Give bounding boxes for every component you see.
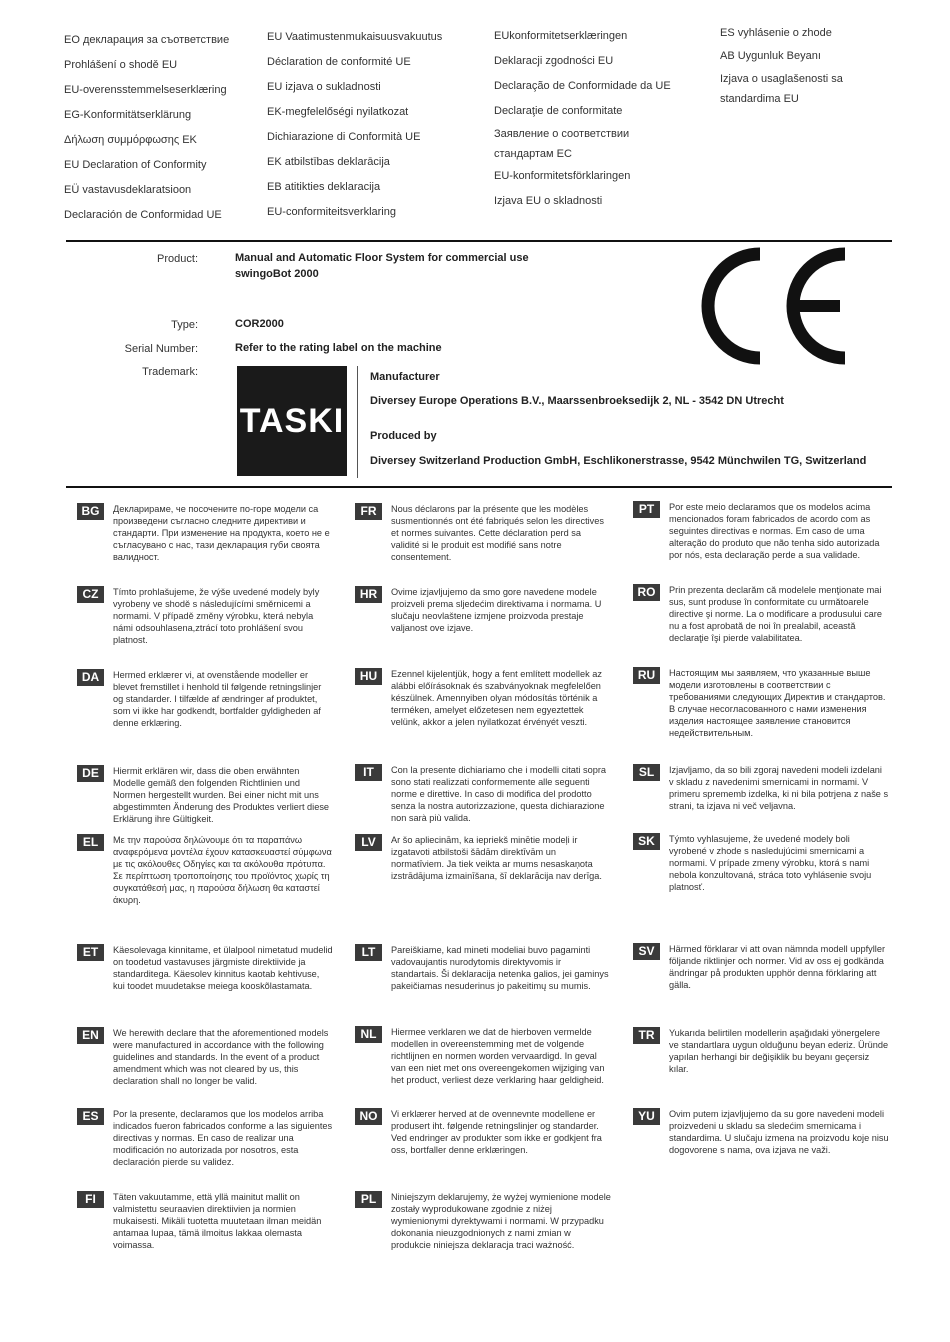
declaration-text: Pareiškiame, kad mineti modeliai buvo pagaminti vadovaujantis nurodytomis direktyvomis ir standartais. Ši deklaracija netenka galios, jei gaminys pakeičiamas nesuderinus jo pakeitimų su mumis.: [391, 945, 609, 991]
title-line: Prohlášení o shodě EU: [64, 59, 178, 71]
type-label: Type:: [171, 319, 198, 331]
declaration-text: Yukarıda belirtilen modellerin aşağıdaki yönergelere ve standartlara uygun olduğunu beyan ederiz. Üründe yapılan herhangi bir değişiklik bu beyanı geçersiz kılar.: [669, 1028, 889, 1074]
title-line: Заявление о соответствии: [494, 128, 630, 140]
language-code: LV: [355, 834, 382, 851]
declaration-text: Hiermee verklaren we dat de hierboven vermelde modellen in overeenstemming met de volgende richtlijnen en normen worden vervaardigd. In geval van een niet met ons overeengekomen wijziging van het product, verliest deze verklaring haar geldigheid.: [391, 1027, 605, 1085]
language-code: RU: [633, 667, 660, 684]
declaration-text: Hiermit erklären wir, dass die oben erwähnten Modelle gemäß den folgenden Richtlinien und Normen hergestellt wurden. Bei einer nicht mit uns abgestimmten Änderung des Produktes verliert diese Erklärung ihre Gültigkeit.: [113, 766, 330, 824]
manufacturer-label: Manufacturer: [370, 371, 440, 383]
title-line: Declaraţie de conformitate: [494, 105, 623, 117]
title-line: AB Uygunluk Beyanı: [720, 50, 821, 62]
logo-text: TASKI: [239, 401, 345, 440]
ce-mark-icon: [690, 246, 855, 366]
title-line: Izjava o usaglašenosti sa: [720, 73, 843, 85]
declaration-text: Por este meio declaramos que os modelos acima mencionados foram fabricados de acordo com as seguintes directivas e normas. Em caso de uma alteração do produto que não tenha sido autorizada por nós, esta declaração perde a sua validade.: [669, 502, 880, 560]
declaration-text: Με την παρούσα δηλώνουμε ότι τα παραπάνω αναφερόμενα μοντέλα έχουν κατασκευαστεί σύμφωνα με τις ακόλουθες Οδηγίες και τα ακόλουθα πρότυπα. Σε περίπτωση τροποποίησης του προϊόντος χωρίς τη συγκατάθεσή μας, η παρούσα δήλωση θα καταστεί άκυρη.: [113, 835, 332, 905]
trademark-label: Trademark:: [142, 366, 198, 378]
language-code: PT: [633, 501, 660, 518]
title-line: Δήλωση συμμόρφωσης ΕΚ: [64, 134, 197, 146]
language-code: SK: [633, 833, 660, 850]
title-line: Declaración de Conformidad UE: [64, 209, 222, 221]
declaration-text: We herewith declare that the aforementioned models were manufactured in accordance with the following guidelines and standards. In the event of a product amendment which was not cleared by us, this declaration shall no longer be valid.: [113, 1028, 329, 1086]
type-value: COR2000: [235, 318, 284, 330]
declaration-text: Настоящим мы заявляем, что указанные выше модели изготовлены в соответствии с требованиями следующих Директив и стандартов. В случае несогласованного с нами изменения изделия настоящее заявление становится недействительным.: [669, 668, 886, 738]
manufacturer-value: Diversey Europe Operations B.V., Maarssenbroeksedijk 2, NL - 3542 DN Utrecht: [370, 395, 784, 407]
title-line: Izjava EU o skladnosti: [494, 195, 603, 207]
declaration-text: Täten vakuutamme, että yllä mainitut mallit on valmistettu seuraavien direktiivien ja normien mukaisesti. Mikäli tuotetta muutetaan ilman meidän antamaa lupaa, tämä ilmoitus lakkaa olemasta voimassa.: [113, 1192, 322, 1250]
taski-logo: [237, 366, 347, 476]
language-code: TR: [633, 1027, 660, 1044]
language-code: ET: [77, 944, 104, 961]
title-line: EU Declaration of Conformity: [64, 159, 207, 171]
title-line: EÜ vastavusdeklaratsioon: [64, 184, 192, 196]
title-line: Deklaracji zgodności EU: [494, 55, 614, 67]
language-code: HR: [355, 586, 382, 603]
title-line: ES vyhlásenie o zhode: [720, 27, 832, 39]
titles-col-3: [494, 24, 671, 214]
declaration-text: Prin prezenta declarăm că modelele menţionate mai sus, sunt produse în conformitate cu următoarele directive şi norme. La o modificare a produsului care nu a fost aprobată de noi în prealabil, această declaraţie îşi pierde valabilitatea.: [669, 585, 882, 643]
title-line: EK-megfelelőségi nyilatkozat: [267, 106, 409, 118]
language-code: IT: [355, 764, 382, 781]
declaration-text: Týmto vyhlasujeme, že uvedené modely boli vyrobené v zhode s nasledujúcimi smernicami a normami. V prípade zmeny výrobku, ktorá s nami nebola konzultovaná, stráca toto vyhlásenie svoju platnosť.: [669, 834, 872, 892]
title-line: EU-conformiteitsverklaring: [267, 206, 396, 218]
language-code: CZ: [77, 586, 104, 603]
titles-col-4: [720, 22, 843, 107]
declaration-text: Декларираме, че посочените по-горе модели са произведени съгласно следните директиви и стандарти. При изменение на продукта, което не е съгласувано с нас, тази декларация губи своята валидност.: [113, 504, 330, 562]
declaration-text: Tímto prohlašujeme, že výše uvedené modely byly vyrobeny ve shodě s následujícími směrnicemi a normami. V případě změny výrobku, která nebyla námi odsouhlasena,ztrácí toto prohlášení svou platnost.: [113, 587, 320, 645]
logo-divider: [357, 366, 358, 478]
declaration-text: Ezennel kijelentjük, hogy a fent említett modellek az alábbi előírásoknak és szabványoknak megfelelően készülnek. Amennyiben olyan módosítás történik a terméken, amelyet előzetesen nem egyeztettek velünk, akkor a jelen nyilatkozat érvényét veszti.: [391, 669, 602, 727]
declaration-text: Por la presente, declaramos que los modelos arriba indicados fueron fabricados conforme a las siguientes directivas y normas. En caso de realizar una modificación no autorizada por nosotros, esta declaración pierde su validez.: [113, 1109, 333, 1167]
title-line: standardima EU: [720, 93, 799, 105]
language-code: BG: [77, 503, 104, 520]
language-code: NO: [355, 1108, 382, 1125]
language-code: NL: [355, 1026, 382, 1043]
language-code: LT: [355, 944, 382, 961]
language-code: ES: [77, 1108, 104, 1125]
title-line: EU Vaatimustenmukaisuusvakuutus: [267, 31, 443, 43]
title-line: Dichiarazione di Conformità UE: [267, 131, 421, 143]
declaration-text: Niniejszym deklarujemy, że wyżej wymienione modele zostały wyprodukowane zgodnie z niżej wymienionymi dyrektywami i normami. W przypadku dokonania nieuzgodnionych z nami zmian w produkcie niniejsza deklaracja traci ważność.: [391, 1192, 611, 1250]
title-line: стандартам ЕС: [494, 148, 572, 160]
declaration-text: Ar šo apliecinām, ka iepriekš minētie modeļi ir izgatavoti atbilstoši šādām direktīvām un normatīviem. Ja tiek veikta ar mums nesaskaņota izstrādājuma izmainīšana, šī deklarācija nav derīga.: [391, 835, 602, 881]
produced-label: Produced by: [370, 430, 437, 442]
titles-col-1: [64, 28, 229, 228]
product-label: Product:: [157, 253, 198, 265]
produced-value: Diversey Switzerland Production GmbH, Eschlikonerstrasse, 9542 Münchwilen TG, Switzerland: [370, 455, 867, 467]
title-line: EK atbilstības deklarācija: [267, 156, 390, 168]
declaration-text: Härmed förklarar vi att ovan nämnda modell uppfyller följande riktlinjer och normer. Vid av oss ej godkända ändringar på produkten upphör denna förklaring att gälla.: [669, 944, 886, 990]
title-line: Declaração de Conformidade da UE: [494, 80, 671, 92]
declaration-text: Hermed erklærer vi, at ovenstående modeller er blevet fremstillet i henhold til følgende retningslinjer og standarder. I tilfælde af ændringer af produktet, som vi ikke har godkendt, bortfalder gyldigheden af denne erklæring.: [113, 670, 322, 728]
language-code: DE: [77, 765, 104, 782]
language-code: HU: [355, 668, 382, 685]
language-code: FR: [355, 503, 382, 520]
product-line-1: Manual and Automatic Floor System for commercial use: [235, 252, 529, 264]
titles-col-2: [267, 25, 442, 225]
language-code: SL: [633, 764, 660, 781]
title-line: EU-overensstemmelseserklæring: [64, 84, 227, 96]
language-code: FI: [77, 1191, 104, 1208]
declaration-text: Vi erklærer herved at de ovennevnte modellene er produsert iht. følgende retningslinjer og standarder. Ved endringer av produkter som ikke er godkjent fra oss, bortfaller denne erklæringen.: [391, 1109, 602, 1155]
title-line: EU izjava o sukladnosti: [267, 81, 381, 93]
top-divider: [66, 240, 892, 242]
language-code: PL: [355, 1191, 382, 1208]
middle-divider: [66, 486, 892, 488]
declaration-text: Con la presente dichiariamo che i modelli citati sopra sono stati realizzati conformemente alle seguenti norme e direttive. In caso di modifica del prodotto senza la nostra autorizzazione, questa dichiarazione non sarà più valida.: [391, 765, 606, 823]
declaration-text: Nous déclarons par la présente que les modèles susmentionnés ont été fabriqués selon les directives et normes suivantes. Cette déclaration perd sa validité si le produit est modifié sans notre consentement.: [391, 504, 604, 562]
declaration-text: Izjavljamo, da so bili zgoraj navedeni modeli izdelani v skladu z navedenimi smernicami in normami. V primeru sprememb izdelka, ki ni bila potrjena z naše s strani, ta izjava ni več veljavna.: [669, 765, 889, 811]
product-line-2: swingoBot 2000: [235, 268, 319, 280]
title-line: EB atitikties deklaracija: [267, 181, 381, 193]
language-code: SV: [633, 943, 660, 960]
language-code: EL: [77, 834, 104, 851]
title-line: Déclaration de conformité UE: [267, 56, 411, 68]
title-line: EU-konformitetsförklaringen: [494, 170, 631, 182]
serial-value: Refer to the rating label on the machine: [235, 342, 442, 354]
declaration-text: Ovim putem izjavljujemo da su gore navedeni modeli proizvedeni u skladu sa sledećim smernicama i standardima. U slučaju izmena na proizvodu koje nisu dogovorene s nama, ova izjava ne važi.: [669, 1109, 889, 1155]
title-line: EG-Konformitätserklärung: [64, 109, 192, 121]
language-code: EN: [77, 1027, 104, 1044]
language-code: RO: [633, 584, 660, 601]
title-line: ЕО декларация за съответствие: [64, 34, 230, 46]
title-line: EUkonformitetserklæringen: [494, 30, 628, 42]
language-code: DA: [77, 669, 104, 686]
declaration-text: Käesolevaga kinnitame, et ülalpool nimetatud mudelid on toodetud vastavuses järgmiste direktiivide ja standarditega. Käesolev kinnitus kaotab kehtivuse, kui toodet muudetakse meiega kooskõlastamata.: [113, 945, 333, 991]
language-code: YU: [633, 1108, 660, 1125]
declaration-text: Ovime izjavljujemo da smo gore navedene modele proizveli prema sljedećim direktivama i normama. U slučaju neovlaštene izmjene proizvoda prestaje valjanost ove izjave.: [391, 587, 602, 633]
serial-label: Serial Number:: [124, 343, 198, 355]
